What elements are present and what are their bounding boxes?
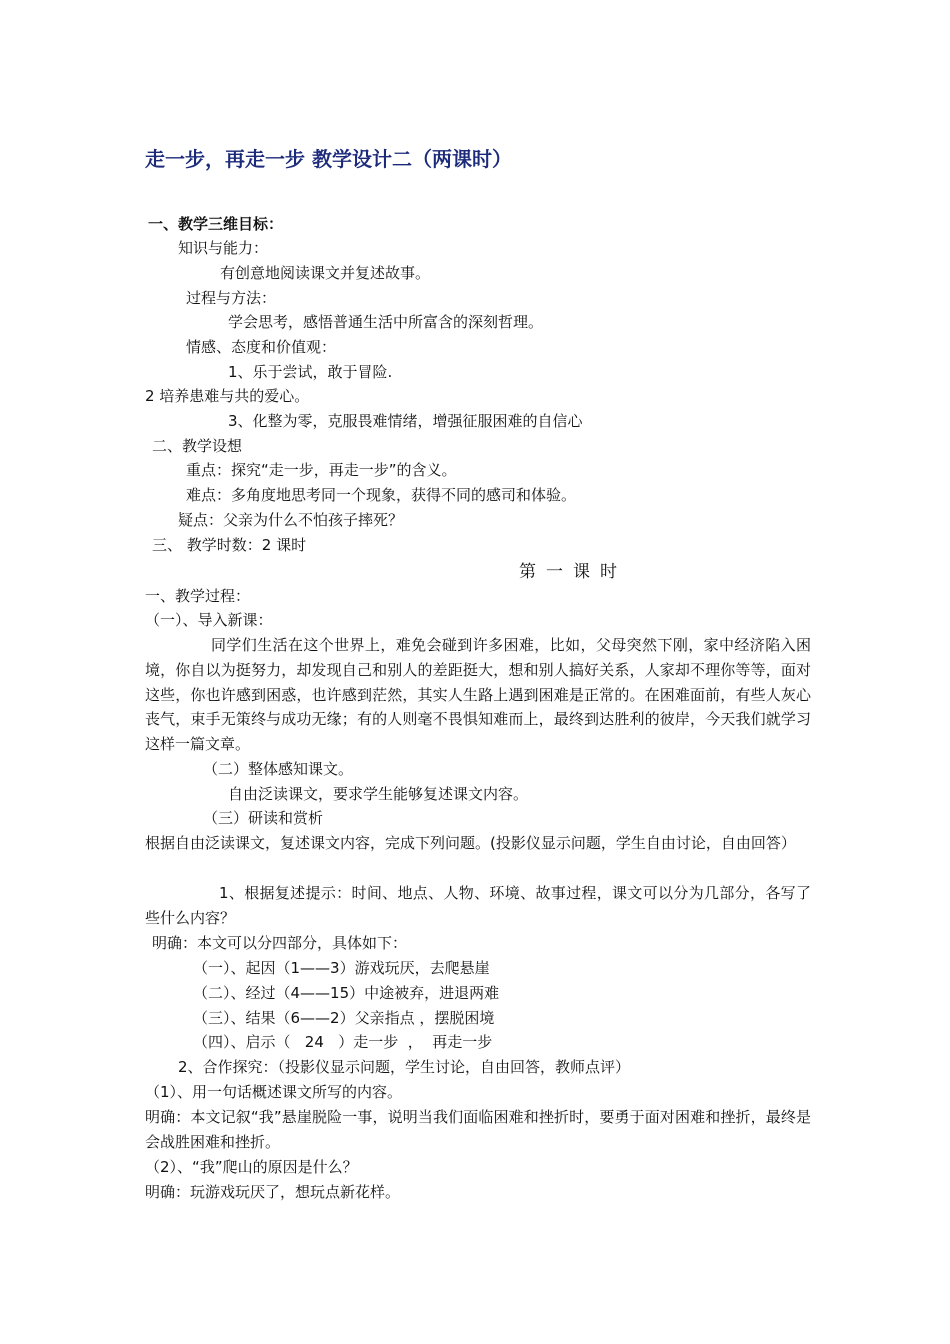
emotion-item-1: 1、乐于尝试，敢于冒险.: [228, 363, 393, 381]
lesson-one-heading: 第一课时: [519, 562, 627, 582]
answer-2-1: 明确：本文记叙“我”悬崖脱险一事，说明当我们面临困难和挫折时，要勇于面对困难和挫折，最终是会战胜困难和挫折。: [145, 1108, 811, 1151]
overall-text: 自由泛读课文，要求学生能够复述课文内容。: [228, 785, 529, 803]
process-heading: 一、教学过程：: [145, 587, 251, 605]
emotion-item-3: 3、化整为零，克服畏难情绪，增强征服困难的自信心: [228, 412, 583, 430]
question-2-2: （2）、“我”爬山的原因是什么？: [145, 1158, 358, 1176]
answer-1-label: 明确：本文可以分四部分，具体如下：: [152, 934, 408, 952]
goals-heading: 一、教学三维目标：: [148, 215, 284, 233]
study-heading: （三）研读和赏析: [203, 809, 324, 827]
overall-heading: （二）整体感知课文。: [203, 760, 354, 778]
part-item: （四）、启示（ 24 ）走一步 ， 再走一步: [193, 1033, 493, 1051]
document-title: 走一步，再走一步 教学设计二（两课时）: [145, 147, 512, 171]
emotion-item-2: 2 培养患难与共的爱心。: [145, 387, 310, 405]
part-item: （二）、经过（4——15）中途被弃，进退两难: [193, 984, 500, 1002]
process-text: 学会思考，感悟普通生活中所富含的深刻哲理。: [228, 313, 544, 331]
part-item: （一）、起因（1——3）游戏玩厌，去爬悬崖: [193, 959, 490, 977]
process-label: 过程与方法：: [186, 289, 277, 307]
knowledge-label: 知识与能力：: [178, 239, 269, 257]
intro-paragraph: 同学们生活在这个世界上，难免会碰到许多困难，比如，父母突然下刚，家中经济陷入困境，你自以为挺努力，却发现自己和别人的差距挺大，想和别人搞好关系，人家却不理你等等，面对这些，你也许感到困惑，也许感到茫然，其实人生路上遇到困难是正常的。在困难面前，有些人灰心丧气，束手无策终与成功无缘；有的人则毫不畏惧知难而上，最终到达胜利的彼岸，今天我们就学习这样一篇文章。: [145, 636, 811, 754]
question-2: 2、合作探究：（投影仪显示问题，学生讨论，自由回答，教师点评）: [178, 1058, 631, 1076]
intro-heading: （一）、导入新课：: [145, 611, 273, 629]
knowledge-text: 有创意地阅读课文并复述故事。: [220, 264, 431, 282]
question-1: 1、根据复述提示：时间、地点、人物、环境、故事过程，课文可以分为几部分，各写了些什么内容？: [145, 884, 811, 927]
question-2-1: （1）、用一句话概述课文所写的内容。: [145, 1083, 403, 1101]
part-item: （三）、结果（6——2）父亲指点 ，摆脱困境: [193, 1009, 495, 1027]
design-difficulty: 难点：多角度地思考同一个现象，获得不同的感司和体验。: [186, 486, 577, 504]
design-heading: 二、教学设想: [152, 437, 243, 455]
hours-heading: 三、 教学时数：2 课时: [152, 536, 307, 554]
design-doubt: 疑点：父亲为什么不怕孩子摔死？: [178, 511, 404, 529]
design-key-point: 重点：探究“走一步，再走一步”的含义。: [186, 461, 457, 479]
answer-2-2: 明确：玩游戏玩厌了，想玩点新花样。: [145, 1183, 401, 1201]
emotion-label: 情感、态度和价值观：: [186, 338, 337, 356]
study-paragraph: 根据自由泛读课文，复述课文内容，完成下列问题。(投影仪显示问题，学生自由讨论，自由回答）: [145, 834, 796, 852]
